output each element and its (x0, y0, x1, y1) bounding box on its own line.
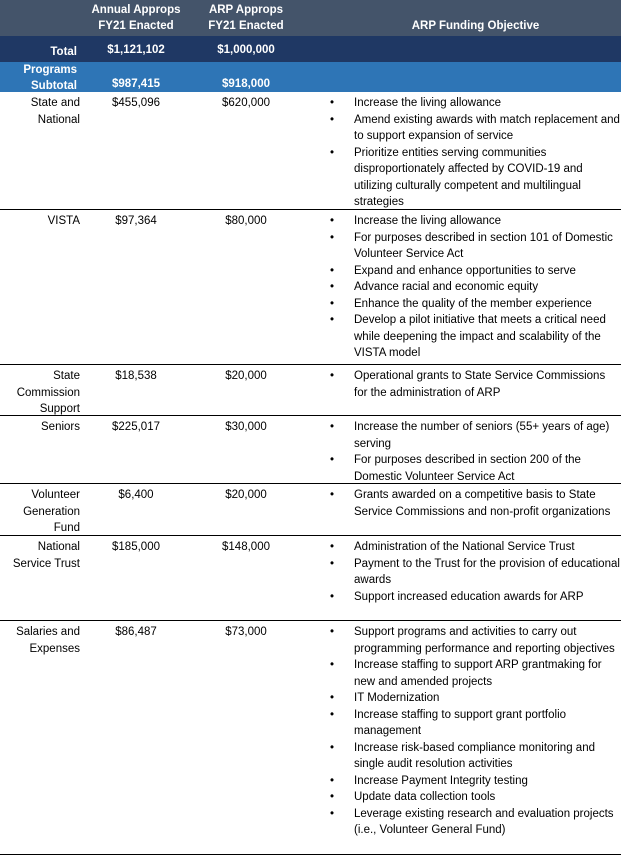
objective-item: • Increase the number of seniors (55+ years of age) serving (330, 419, 621, 452)
subtotal-row (0, 62, 621, 92)
arp-approps-value: $30,000 (225, 421, 267, 433)
program-name: Volunteer Generation Fund (23, 489, 80, 534)
total-arp: $1,000,000 (217, 44, 275, 56)
objective-item: • Operational grants to State Service Commissions for the administration of ARP (330, 368, 621, 401)
program-name: Salaries and Expenses (16, 626, 80, 655)
arp-approps-value: $20,000 (225, 489, 267, 501)
objective-item: • Increase the living allowance (330, 213, 621, 230)
annual-approps-value: $86,487 (115, 626, 157, 638)
arp-approps-value: $73,000 (225, 626, 267, 638)
total-annual: $1,121,102 (107, 44, 165, 56)
objective-item: • Increase staffing to support ARP grantmaking for new and amended projects (330, 657, 621, 690)
objective-item: • Prioritize entities serving communities disproportionately affected by COVID-19 and utilizing culturally competent and multilingual strategies (330, 145, 621, 211)
annual-approps-value: $18,538 (115, 370, 157, 382)
objective-item: • Increase the living allowance (330, 95, 621, 112)
objective-item: • Amend existing awards with match replacement and to support expansion of service (330, 112, 621, 145)
objective-item: • Expand and enhance opportunities to serve (330, 263, 621, 280)
objective-item: • Increase Payment Integrity testing (330, 773, 621, 790)
table-row (0, 484, 621, 536)
table-row (0, 92, 621, 210)
objective-list (330, 213, 621, 362)
total-row (0, 36, 621, 62)
arp-approps-value: $80,000 (225, 215, 267, 227)
program-name: State Commission Support (16, 370, 80, 415)
arp-approps-value: $620,000 (222, 97, 270, 109)
annual-approps-value: $455,096 (112, 97, 160, 109)
program-name: National Service Trust (12, 541, 80, 570)
table-row (0, 536, 621, 621)
program-name: VISTA (47, 215, 80, 227)
annual-approps-value: $97,364 (115, 215, 157, 227)
objective-list (330, 419, 621, 485)
objective-item: • IT Modernization (330, 690, 621, 707)
objective-item: • Support increased education awards for ARP (330, 589, 621, 606)
table-row (0, 365, 621, 416)
objective-item: • Grants awarded on a competitive basis to State Service Commissions and non-profit organizations (330, 487, 621, 520)
annual-approps-value: $225,017 (112, 421, 160, 433)
total-label: Total (50, 46, 77, 58)
annual-approps-value: $185,000 (112, 541, 160, 553)
arp-approps-value: $20,000 (225, 370, 267, 382)
program-name: State and National (30, 97, 80, 126)
objective-item: • Advance racial and economic equity (330, 279, 621, 296)
objective-item: • Support programs and activities to carry out programming performance and reporting objectives (330, 624, 621, 657)
header-arp-objective: ARP Funding Objective (411, 20, 540, 32)
subtotal-label: Programs Subtotal (23, 64, 77, 92)
objective-list (330, 95, 621, 211)
subtotal-arp: $918,000 (222, 78, 270, 90)
objective-item: • For purposes described in section 101 of Domestic Volunteer Service Act (330, 230, 621, 263)
objective-list (330, 624, 621, 839)
table-row (0, 621, 621, 855)
objective-item: • For purposes described in section 200 of the Domestic Volunteer Service Act (330, 452, 621, 485)
objective-item: • Increase risk-based compliance monitoring and single audit resolution activities (330, 740, 621, 773)
objective-list (330, 487, 621, 520)
objective-item: • Payment to the Trust for the provision of educational awards (330, 556, 621, 589)
objective-list (330, 368, 621, 401)
objective-item: • Leverage existing research and evaluation projects (i.e., Volunteer General Fund) (330, 806, 621, 839)
program-name: Seniors (41, 421, 80, 433)
header-annual-approps: Annual Approps FY21 Enacted (91, 4, 181, 32)
objective-item: • Update data collection tools (330, 789, 621, 806)
annual-approps-value: $6,400 (118, 489, 154, 501)
table-row (0, 210, 621, 365)
objective-item: • Develop a pilot initiative that meets a critical need while deepening the impact and scalability of the VISTA model (330, 312, 621, 362)
table-header (0, 0, 621, 36)
objective-list (330, 539, 621, 605)
arp-approps-value: $148,000 (222, 541, 270, 553)
header-arp-approps: ARP Approps FY21 Enacted (208, 4, 284, 32)
objective-item: • Administration of the National Service Trust (330, 539, 621, 556)
table-row (0, 416, 621, 484)
subtotal-annual: $987,415 (112, 78, 160, 90)
objective-item: • Enhance the quality of the member experience (330, 296, 621, 313)
objective-item: • Increase staffing to support grant portfolio management (330, 707, 621, 740)
